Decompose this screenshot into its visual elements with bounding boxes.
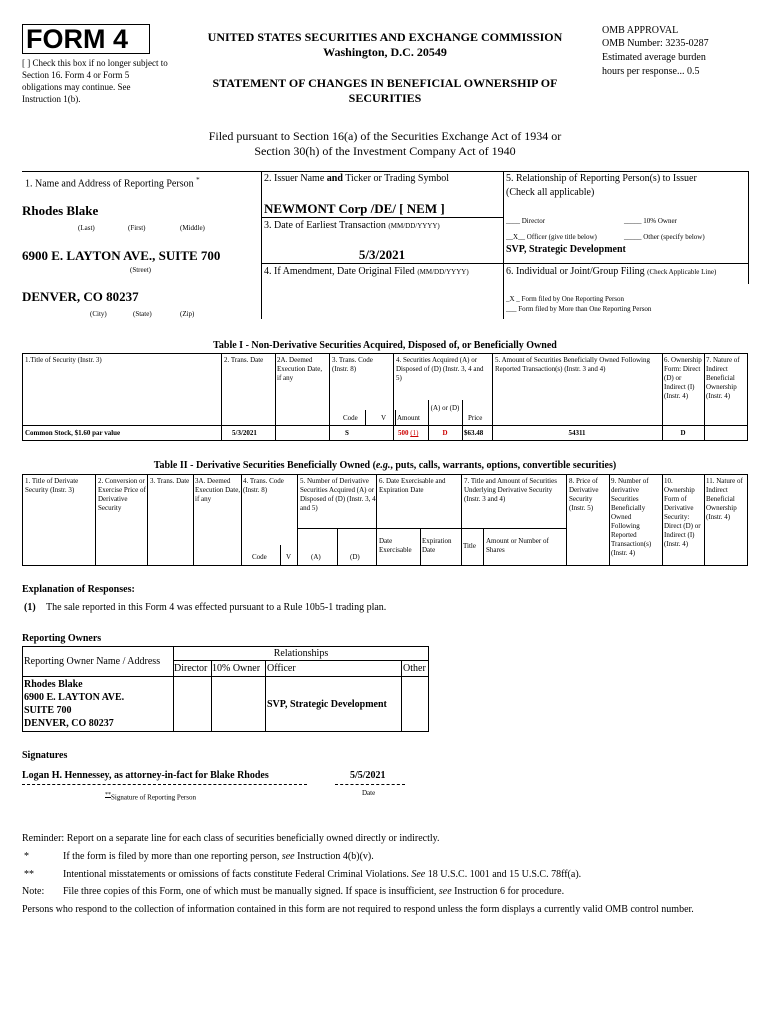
owners-heading: Reporting Owners [22, 633, 102, 644]
reporting-person-label: 1. Name and Address of Reporting Person * [25, 176, 200, 190]
filed-pursuant-1: Filed pursuant to Section 16(a) of the Securities Exchange Act of 1934 or [208, 129, 562, 143]
owner-name-4: DENVER, CO 80237 [24, 718, 114, 729]
reporting-person-name: Rhodes Blake [22, 203, 99, 218]
director-checkbox[interactable]: ____ Director [506, 217, 546, 225]
filing-label: 6. Individual or Joint/Group Filing (Check Applicable Line) [506, 266, 717, 277]
t2-h3a: 3A. Deemed Execution Date, if any [195, 477, 241, 503]
date-label: Date [362, 789, 376, 797]
earliest-date-label: 3. Date of Earliest Transaction (MM/DD/YYYY) [264, 220, 440, 231]
t2-title: Title [463, 542, 476, 550]
t2-h8: 8. Price of Derivative Security (Instr. 5) [569, 477, 599, 512]
agency-location: Washington, D.C. 20549 [323, 45, 447, 59]
signatures-heading: Signatures [22, 750, 68, 761]
signature-label: **Signature of Reporting Person [105, 792, 196, 802]
t2-date-ex: Date Exercisable [379, 537, 412, 554]
note-label: Note: [22, 886, 45, 897]
relationship-label: 5. Relationship of Reporting Person(s) to Issuer [506, 173, 697, 184]
t1-row-security: Common Stock, $1.60 par value [25, 429, 121, 437]
t2-h7: 7. Title and Amount of Securities Underlying Derivative Security (Instr. 3 and 4) [464, 477, 557, 503]
owner-name-2: 6900 E. LAYTON AVE. [24, 692, 125, 703]
t1-row-amount: 500 (1) [398, 429, 419, 437]
owner10-checkbox[interactable]: _____ 10% Owner [624, 217, 677, 225]
omb-hours: hours per response... 0.5 [602, 66, 700, 77]
t1-v: V [381, 414, 387, 422]
star2-text: Intentional misstatements or omissions of facts constitute Federal Criminal Violations. See 18 U.S.C. 1001 and 15 U.S.C. 78ff(a). [63, 869, 582, 880]
t1-code: Code [343, 414, 358, 422]
owner-officer-value: SVP, Strategic Development [267, 699, 387, 710]
t1-row-date: 5/3/2021 [232, 429, 257, 437]
more-person-option[interactable]: ___ Form filed by More than One Reporting Person [506, 305, 652, 313]
omb-number: OMB Number: 3235-0287 [602, 38, 709, 49]
zip-label: (Zip) [180, 310, 195, 318]
t1-h5: 5. Amount of Securities Beneficially Owned Following Reported Transaction(s) (Instr. 3 and 4) [495, 356, 650, 373]
t1-row-owned: 54311 [568, 429, 586, 437]
note-text: File three copies of this Form, one of which must be manually signed. If space is insufficient, see Instruction 6 for procedure. [63, 886, 565, 897]
t1-h7: 7. Nature of Indirect Beneficial Ownership (Instr. 4) [706, 356, 740, 400]
t1-price: Price [468, 414, 483, 422]
owners-col-relationships: Relationships [273, 648, 329, 659]
explanation-text: The sale reported in this Form 4 was effected pursuant to a Rule 10b5-1 trading plan. [46, 602, 387, 613]
owner-name-1: Rhodes Blake [24, 679, 83, 690]
one-person-option[interactable]: _X _ Form filed by One Reporting Person [506, 295, 625, 303]
star2-mark: ** [24, 869, 34, 880]
t2-h6: 6. Date Exercisable and Expiration Date [379, 477, 446, 494]
owners-col-director: Director [174, 663, 208, 674]
table1-title: Table I - Non-Derivative Securities Acquired, Disposed of, or Beneficially Owned [213, 340, 557, 351]
owners-col-owner10: 10% Owner [212, 663, 261, 674]
earliest-date-value: 5/3/2021 [358, 247, 406, 262]
owners-col-name: Reporting Owner Name / Address [24, 656, 161, 667]
statement-title-2: SECURITIES [348, 91, 422, 105]
t2-exp: Expiration Date [422, 537, 452, 554]
explanation-heading: Explanation of Responses: [22, 584, 135, 595]
last-label: (Last) [78, 224, 95, 232]
relationship-sub: (Check all applicable) [506, 187, 595, 198]
owners-col-other: Other [403, 663, 426, 674]
t1-row-code: S [345, 429, 349, 437]
t2-a: (A) [311, 553, 321, 561]
signature-date: 5/5/2021 [350, 770, 386, 781]
middle-label: (Middle) [180, 224, 205, 232]
t2-h4: 4. Trans. Code (Instr. 8) [243, 477, 284, 494]
first-label: (First) [128, 224, 146, 232]
issuer-name: NEWMONT Corp /DE/ [ NEM ] [264, 201, 445, 216]
amendment-label: 4. If Amendment, Date Original Filed (MM/DD/YYYY) [264, 266, 469, 277]
t1-h2: 2. Trans. Date [224, 356, 264, 364]
t1-h4: 4. Securities Acquired (A) or Disposed of (D) (Instr. 3, 4 and 5) [396, 356, 484, 382]
t1-h2a: 2A. Deemed Execution Date, if any [277, 356, 323, 382]
signer-name: Logan H. Hennessey, as attorney-in-fact for Blake Rhodes [22, 770, 269, 781]
t2-v: V [286, 553, 292, 561]
star1-mark: * [24, 851, 29, 862]
t1-h3: 3. Trans. Code (Instr. 8) [332, 356, 373, 373]
t1-row-aord: D [442, 429, 448, 437]
t1-aord: (A) or (D) [430, 404, 460, 412]
omb-burden: Estimated average burden [602, 52, 706, 63]
owners-col-officer: Officer [267, 663, 296, 674]
statement-title-1: STATEMENT OF CHANGES IN BENEFICIAL OWNERSHIP OF [212, 76, 558, 90]
reminder-note: Reminder: Report on a separate line for each class of securities beneficially owned directly or indirectly. [22, 833, 440, 844]
omb-approval: OMB APPROVAL [602, 25, 679, 36]
t2-h10: 10. Ownership Form of Derivative Security: Direct (D) or Indirect (I) (Instr. 4) [664, 477, 701, 548]
state-label: (State) [133, 310, 152, 318]
t2-h11: 11. Nature of Indirect Beneficial Ownership (Instr. 4) [706, 477, 743, 521]
t1-h6: 6. Ownership Form: Direct (D) or Indirect (I) (Instr. 4) [664, 356, 702, 400]
form-title: FORM 4 [26, 24, 129, 54]
t2-amount-shares: Amount or Number of Shares [486, 537, 549, 554]
street-label: (Street) [130, 266, 151, 274]
t1-h1: 1.Title of Security (Instr. 3) [25, 356, 102, 364]
reporting-person-street: 6900 E. LAYTON AVE., SUITE 700 [22, 248, 221, 263]
persons-note: Persons who respond to the collection of information contained in this form are not required to respond unless the form displays a currently valid OMB control number. [22, 904, 694, 915]
t2-h2: 2. Conversion or Exercise Price of Derivative Security [98, 477, 146, 512]
other-checkbox[interactable]: _____ Other (specify below) [624, 233, 705, 241]
t1-row-price: $63.48 [464, 429, 484, 437]
table2-title: Table II - Derivative Securities Beneficially Owned (e.g., puts, calls, warrants, options, convertible securities) [153, 460, 617, 471]
t1-row-form: D [680, 429, 686, 437]
city-label: (City) [90, 310, 107, 318]
agency-name: UNITED STATES SECURITIES AND EXCHANGE COMMISSION [207, 30, 563, 44]
officer-checkbox[interactable]: __X__ Officer (give title below) [506, 233, 597, 241]
reporting-person-city: DENVER, CO 80237 [22, 289, 139, 304]
t2-h3: 3. Trans. Date [150, 477, 190, 485]
officer-title: SVP, Strategic Development [506, 244, 626, 255]
t2-h1: 1. Title of Derivate Security (Instr. 3) [25, 477, 79, 494]
t1-amount: Amount [397, 414, 420, 422]
star1-text: If the form is filed by more than one reporting person, see Instruction 4(b)(v). [63, 851, 374, 862]
issuer-label: 2. Issuer Name and Ticker or Trading Symbol [264, 173, 450, 184]
t2-h5: 5. Number of Derivative Securities Acquired (A) or Disposed of (D) (Instr. 3, 4 and 5) [300, 477, 376, 512]
t2-d: (D) [350, 553, 360, 561]
t2-h9: 9. Number of derivative Securities Beneficially Owned Following Reported Transaction(s) (Instr. 4) [611, 477, 652, 557]
owner-name-3: SUITE 700 [24, 705, 72, 716]
filed-pursuant-2: Section 30(h) of the Investment Company Act of 1940 [254, 144, 516, 158]
explanation-num: (1) [24, 602, 36, 613]
check-box-text[interactable]: [ ] Check this box if no longer subject to Section 16. Form 4 or Form 5 obligations may continue. See Instruction 1(b). [22, 58, 168, 104]
t2-code: Code [252, 553, 267, 561]
